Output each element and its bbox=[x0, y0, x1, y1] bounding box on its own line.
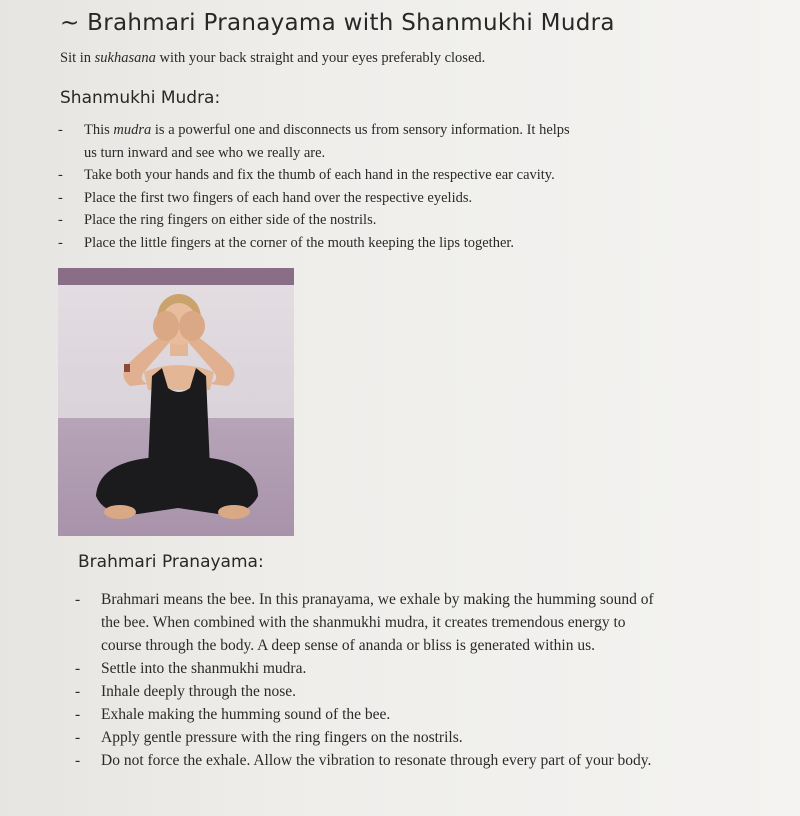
figure-left-hand bbox=[153, 311, 179, 341]
bullet-dash: - bbox=[75, 729, 81, 746]
bullet-dash: - bbox=[58, 122, 63, 138]
item-text-end: is a powerful one and disconnects us from sensory information. It helps bbox=[151, 122, 570, 138]
item-text-continued: the bee. When combined with the shanmukhi mudra, it creates tremendous energy to bbox=[101, 614, 626, 631]
figure-left-foot bbox=[104, 505, 136, 519]
bullet-dash: - bbox=[58, 167, 63, 183]
item-text: Do not force the exhale. Allow the vibration to resonate through every part of your body. bbox=[101, 752, 652, 769]
list-item bbox=[75, 588, 654, 657]
intro-text bbox=[60, 50, 485, 67]
bullet-dash: - bbox=[58, 189, 63, 206]
figure-right-hand bbox=[179, 311, 205, 341]
item-text: Place the first two fingers of each hand over the respective eyelids. bbox=[84, 189, 473, 206]
item-text: Brahmari means the bee. In this pranayama, we exhale by making the humming sound of bbox=[101, 591, 654, 608]
list-item bbox=[75, 680, 654, 703]
list-item bbox=[58, 232, 570, 255]
item-text: Place the ring fingers on either side of the nostrils. bbox=[84, 212, 377, 228]
shanmukhi-mudra-photo bbox=[58, 268, 294, 536]
item-text: Exhale making the humming sound of the bee. bbox=[101, 706, 391, 723]
bullet-dash: - bbox=[75, 683, 81, 700]
bullet-dash: - bbox=[58, 212, 63, 228]
intro-text-end: with your back straight and your eyes preferably closed. bbox=[155, 50, 486, 66]
list-item bbox=[75, 749, 654, 772]
shanmukhi-steps-list bbox=[58, 119, 570, 254]
item-emphasis: mudra bbox=[113, 122, 152, 138]
bullet-dash: - bbox=[75, 660, 81, 677]
list-item bbox=[58, 209, 570, 232]
figure-bracelet bbox=[124, 364, 130, 372]
figure-right-foot bbox=[218, 505, 250, 519]
bullet-dash: - bbox=[75, 752, 81, 769]
list-item bbox=[75, 657, 654, 680]
seated-figure-illustration bbox=[58, 268, 294, 536]
bullet-dash: - bbox=[75, 706, 81, 723]
item-text: Inhale deeply through the nose. bbox=[101, 683, 296, 700]
item-text-continued: course through the body. A deep sense of ananda or bliss is generated within us. bbox=[101, 637, 596, 654]
page-title: ~ Brahmari Pranayama with Shanmukhi Mudra bbox=[60, 10, 615, 36]
list-item bbox=[75, 703, 654, 726]
item-text-start: This bbox=[84, 122, 114, 138]
item-text: Apply gentle pressure with the ring fingers on the nostrils. bbox=[101, 729, 463, 746]
bullet-dash: - bbox=[58, 234, 63, 251]
list-item bbox=[58, 164, 570, 187]
list-item bbox=[58, 119, 570, 164]
shanmukhi-heading: Shanmukhi Mudra: bbox=[60, 88, 221, 108]
item-text: Take both your hands and fix the thumb of each hand in the respective ear cavity. bbox=[84, 167, 555, 183]
brahmari-steps-list bbox=[75, 588, 654, 772]
intro-text-start: Sit in bbox=[60, 50, 95, 66]
bullet-dash: - bbox=[75, 591, 81, 608]
list-item bbox=[75, 726, 654, 749]
brahmari-heading: Brahmari Pranayama: bbox=[78, 552, 264, 572]
intro-emphasis: sukhasana bbox=[94, 50, 156, 66]
item-text: Place the little fingers at the corner of the mouth keeping the lips together. bbox=[84, 234, 515, 251]
item-text-continued: us turn inward and see who we really are. bbox=[84, 144, 326, 161]
item-text bbox=[84, 122, 570, 138]
item-text: Settle into the shanmukhi mudra. bbox=[101, 660, 307, 677]
list-item bbox=[58, 187, 570, 210]
